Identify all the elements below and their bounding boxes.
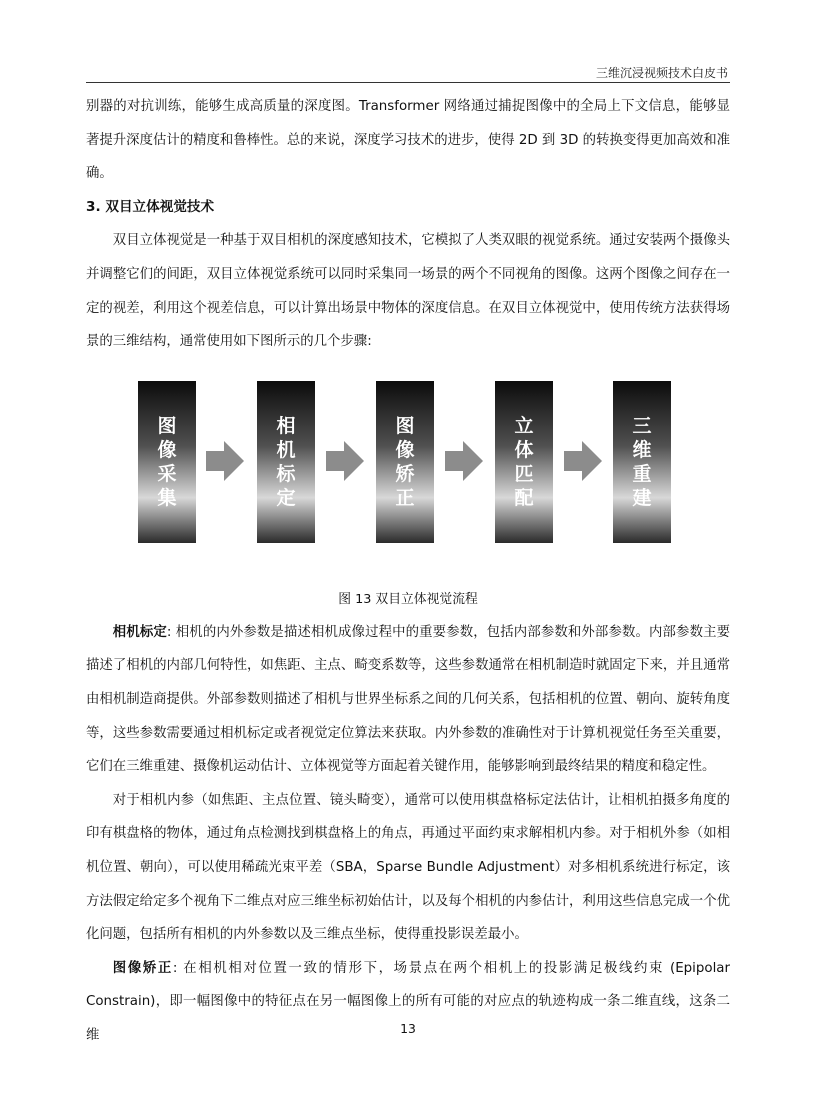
page-number: 13 [400,1021,416,1036]
flow-step-image-capture [138,381,196,543]
page-body [86,90,730,1052]
section-heading: 3. 双目立体视觉技术 [86,198,215,215]
paragraph-text: : 相机的内外参数是描述相机成像过程中的重要参数，包括内部参数和外部参数。内部参数主要描述了相机的内部几何特性，如焦距、主点、畸变系数等，这些参数通常在相机制造时就固定下来，并且通常由相机制造商提供。外部参数则描述了相机与世界坐标系之间的几何关系，包括相机的位置、朝向、旋转角度等，这些参数需要通过相机标定或者视觉定位算法来获取。内外参数的准确性对于计算机视觉任务至关重要，它们在三维重建、摄像机运动估计、立体视觉等方面起着关键作用，能够影响到最终结果的精度和稳定性。 [86,624,731,775]
right-arrow-icon [206,439,244,483]
paragraph-continued: 别器的对抗训练，能够生成高质量的深度图。Transformer 网络通过捕捉图像中的全局上下文信息，能够显著提升深度估计的精度和鲁棒性。总的来说，深度学习技术的进步，使得 2D 到 3D 的转换变得更加高效和准确。 [86,99,730,182]
right-arrow-icon [326,439,364,483]
flow-step-label: 相机标定 [276,414,296,509]
flow-step-label: 立体匹配 [514,414,534,509]
paragraph-intro: 双目立体视觉是一种基于双目相机的深度感知技术，它模拟了人类双眼的视觉系统。通过安装两个摄像头并调整它们的间距，双目立体视觉系统可以同时采集同一场景的两个不同视角的图像。这两个图像之间存在一定的视差，利用这个视差信息，可以计算出场景中物体的深度信息。在双目立体视觉中，使用传统方法获得场景的三维结构，通常使用如下图所示的几个步骤: [86,233,730,350]
flow-step-camera-calibration [257,381,315,543]
flow-step-stereo-matching [495,381,553,543]
term-camera-calibration: 相机标定 [112,624,167,640]
figure-caption: 图 13 双目立体视觉流程 [338,591,478,607]
flow-step-image-rectification [376,381,434,543]
paragraph-camera-calibration [86,616,730,784]
header-title: 三维沉浸视频技术白皮书 [595,66,728,80]
flow-step-3d-reconstruction [613,381,671,543]
header-divider [86,82,730,83]
flow-step-label: 三维重建 [632,414,652,509]
flow-step-label: 图像矫正 [395,414,415,509]
right-arrow-icon [445,439,483,483]
right-arrow-icon [564,439,602,483]
paragraph-calibration-methods: 对于相机内参（如焦距、主点位置、镜头畸变），通常可以使用棋盘格标定法估计，让相机拍摄多角度的印有棋盘格的物体，通过角点检测找到棋盘格上的角点，再通过平面约束求解相机内参。对于相机外参（如相机位置、朝向），可以使用稀疏光束平差（SBA，Sparse Bundle Adjustment）对多相机系统进行标定，该方法假定给定多个视角下二维点对应三维坐标初始估计，以及每个相机的内参估计，利用这些信息完成一个优化问题，包括所有相机的内外参数以及三维点坐标，使得重投影误差最小。 [86,792,730,943]
term-image-rectification: 图像矫正 [112,960,173,976]
flow-diagram [86,375,730,583]
paragraph-text: : 在相机相对位置一致的情形下，场景点在两个相机上的投影满足极线约束 (Epipolar Constrain)，即一幅图像中的特征点在另一幅图像上的所有可能的对应点的轨迹构成一条二维直线，这条二维 [86,960,731,1043]
paragraph-image-rectification [86,952,730,1053]
flow-step-label: 图像采集 [157,414,177,509]
